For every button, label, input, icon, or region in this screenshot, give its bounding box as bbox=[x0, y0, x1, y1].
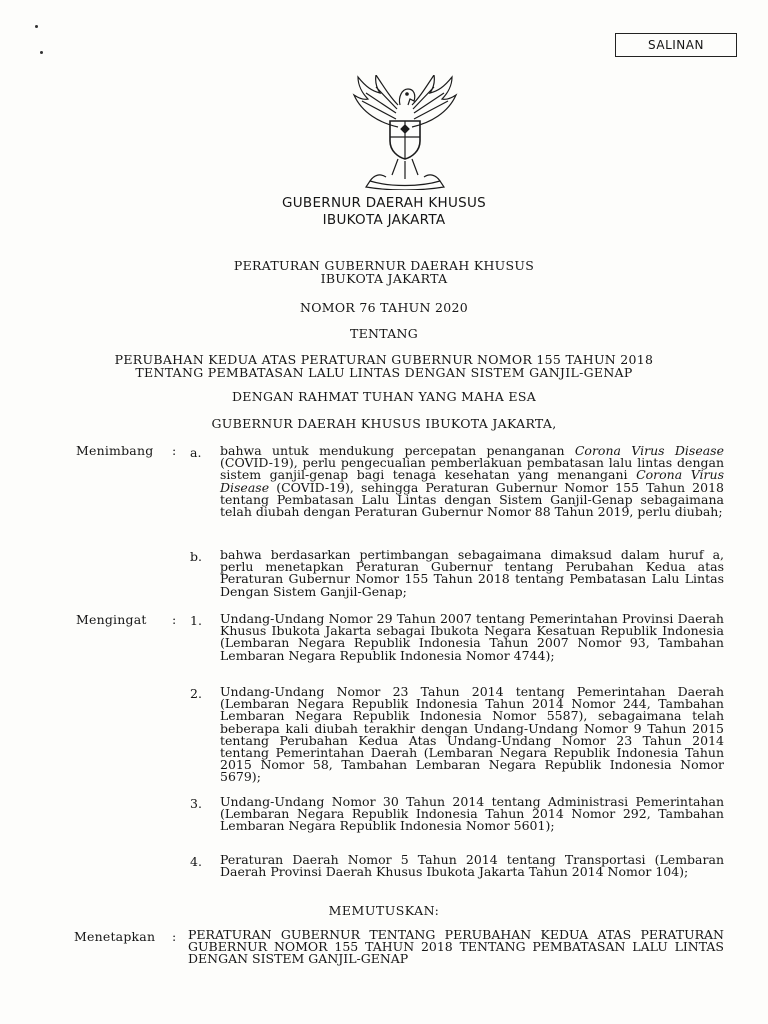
regulation-title-line-2: IBUKOTA JAKARTA bbox=[320, 271, 448, 286]
regulation-subject bbox=[0, 353, 768, 379]
consideration-marker: b. bbox=[190, 549, 202, 564]
issuer-heading bbox=[0, 195, 768, 229]
regulation-subject-line-2: TENTANG PEMBATASAN LALU LINTAS DENGAN SISTEM GANJIL-GENAP bbox=[135, 365, 633, 380]
tentang-heading: TENTANG bbox=[349, 326, 419, 341]
legal-basis-marker: 3. bbox=[190, 796, 202, 811]
regulation-number: NOMOR 76 TAHUN 2020 bbox=[299, 300, 469, 315]
menimbang-colon: : bbox=[172, 443, 177, 458]
legal-basis-1-text: Undang-Undang Nomor 29 Tahun 2007 tentang Pemerintahan Provinsi Daerah Khusus Ibukota Jakarta sebagai Ibukota Negara Kesatuan Republik Indonesia (Lembaran Negara Republik Indonesia Tahun 2007 Nomor 93, Tambahan Lembaran Negara Republik Indonesia Nomor 4744); bbox=[220, 611, 724, 663]
salinan-stamp: SALINAN bbox=[615, 33, 737, 57]
scan-speck bbox=[35, 25, 38, 28]
blessing-line: DENGAN RAHMAT TUHAN YANG MAHA ESA bbox=[231, 389, 537, 404]
mengingat-colon: : bbox=[172, 612, 177, 627]
menetapkan-colon: : bbox=[172, 929, 177, 944]
memutuskan-heading: MEMUTUSKAN: bbox=[328, 903, 440, 918]
legal-basis-marker: 4. bbox=[190, 854, 202, 869]
consideration-marker: a. bbox=[190, 445, 202, 460]
governor-line: GUBERNUR DAERAH KHUSUS IBUKOTA JAKARTA, bbox=[211, 416, 557, 431]
legal-basis-4-text: Peraturan Daerah Nomor 5 Tahun 2014 tentang Transportasi (Lembaran Daerah Provinsi Daerah Khusus Ibukota Jakarta Tahun 2014 Nomor 104); bbox=[220, 852, 724, 880]
legal-basis-2-text: Undang-Undang Nomor 23 Tahun 2014 tentang Pemerintahan Daerah (Lembaran Negara Republik Indonesia Tahun 2014 Nomor 244, Tambahan Lembaran Negara Republik Indonesia Nomor 5587), sebagaimana telah beberapa kali diubah terakhir dengan Undang-Undang Nomor 9 Tahun 2015 tentang Perubahan Kedua Atas Undang-Undang Nomor 23 Tahun 2014 tentang Pemerintahan Daerah (Lembaran Negara Republik Indonesia Tahun 2015 Nomor 58, Tambahan Lembaran Negara Republik Indonesia Nomor 5679); bbox=[220, 684, 724, 785]
issuer-line-1: GUBERNUR DAERAH KHUSUS bbox=[281, 195, 487, 211]
legal-basis-marker: 1. bbox=[190, 613, 202, 628]
regulation-subject-line-1: PERUBAHAN KEDUA ATAS PERATURAN GUBERNUR NOMOR 155 TAHUN 2018 bbox=[114, 352, 654, 367]
consideration-a-text: bahwa untuk mendukung percepatan penanganan Corona Virus Disease (COVID-19), perlu pengecualian pemberlakuan pembatasan lalu lintas dengan sistem ganjil-genap bagi tenaga kesehatan yang menangani Corona Virus Disease (COVID-19), sehingga Peraturan Gubernur Nomor 155 Tahun 2018 tentang Pembatasan Lalu Lintas dengan Sistem Ganjil-Genap sebagaimana telah diubah dengan Peraturan Gubernur Nomor 88 Tahun 2019, perlu diubah; bbox=[220, 443, 724, 520]
consideration-b-text: bahwa berdasarkan pertimbangan sebagaimana dimaksud dalam huruf a, perlu menetapkan Peraturan Gubernur tentang Perubahan Kedua atas Peraturan Gubernur Nomor 155 Tahun 2018 tentang Pembatasan Lalu Lintas Dengan Sistem Ganjil-Genap; bbox=[220, 547, 724, 599]
menetapkan-text: PERATURAN GUBERNUR TENTANG PERUBAHAN KEDUA ATAS PERATURAN GUBERNUR NOMOR 155 TAHUN 2018 TENTANG PEMBATASAN LALU LINTAS DENGAN SISTEM GANJIL-GENAP bbox=[188, 927, 724, 967]
issuer-line-2: IBUKOTA JAKARTA bbox=[322, 212, 446, 228]
legal-basis-marker: 2. bbox=[190, 686, 202, 701]
legal-basis-3-text: Undang-Undang Nomor 30 Tahun 2014 tentang Administrasi Pemerintahan (Lembaran Negara Republik Indonesia Tahun 2014 Nomor 292, Tambahan Lembaran Negara Republik Indonesia Nomor 5601); bbox=[220, 794, 724, 834]
menetapkan-label: Menetapkan bbox=[74, 929, 156, 944]
mengingat-label: Mengingat bbox=[76, 612, 147, 627]
scan-speck bbox=[40, 51, 43, 54]
menimbang-label: Menimbang bbox=[76, 443, 154, 458]
garuda-emblem bbox=[340, 75, 470, 190]
regulation-title bbox=[0, 259, 768, 285]
regulation-title-line-1: PERATURAN GUBERNUR DAERAH KHUSUS bbox=[233, 258, 535, 273]
